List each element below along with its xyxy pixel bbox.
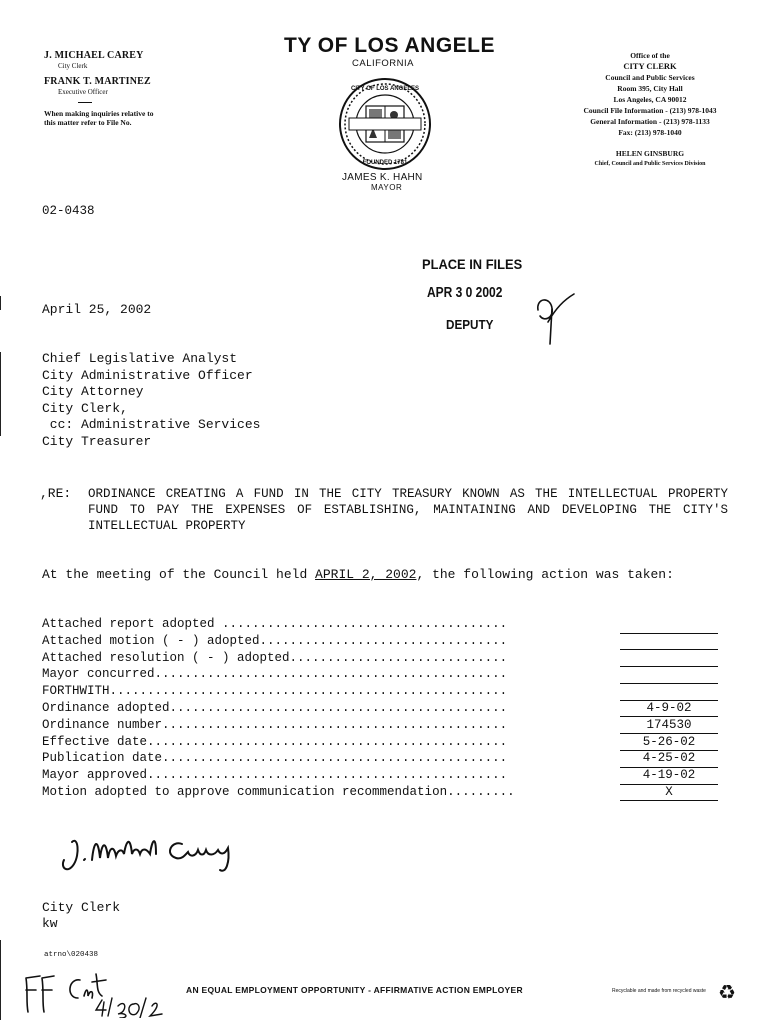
mayor-name: JAMES K. HAHN [342,172,423,183]
inquiry-note: When making inquiries relative to this matter refer to File No. [44,109,154,127]
recipient: Chief Legislative Analyst [42,351,238,366]
action-row [42,768,732,785]
clerk-title: City Clerk [58,62,88,70]
office-name: CITY CLERK [623,61,677,71]
letterhead-state: CALIFORNIA [352,58,415,69]
file-number: 02-0438 [42,204,95,218]
action-label: Publication date.............................................. [42,751,508,766]
action-label: FORTHWITH..................................................... [42,684,508,699]
clerk-handwritten-signature [58,820,258,885]
action-value [620,634,718,651]
action-label: Ordinance number.............................................. [42,717,508,732]
recycled-paper-note: Recyclable and made from recycled waste [612,988,706,994]
division-chief-name: HELEN GINSBURG [615,149,685,158]
meeting-date: APRIL 2, 2002 [315,567,417,582]
office-info-block [540,50,760,170]
deputy-initial-signature [530,288,580,353]
action-label: Mayor approved................................................ [42,768,508,783]
typist-initials: kw [42,916,58,931]
fax-number: Fax: (213) 978-1040 [618,128,682,137]
mayor-title: MAYOR [371,183,403,192]
recipient: City Administrative Officer [42,367,253,383]
action-row [42,718,732,735]
action-label: Attached resolution ( - ) adopted............................. [42,650,508,665]
city-seal-icon [333,76,437,177]
document-reference: atrno\020438 [44,951,99,959]
action-value [620,684,718,701]
seal-bottom-text: FOUNDED 1781 [362,160,408,166]
recipient-list [42,351,260,451]
signer-title: City Clerk [42,900,121,915]
margin-mark [0,352,1,436]
meeting-statement [42,567,732,584]
action-value: 174530 [620,718,718,735]
council-action-list [42,617,732,802]
action-value: 5-26-02 [620,735,718,752]
employer-statement: AN EQUAL EMPLOYMENT OPPORTUNITY - AFFIRMATIVE ACTION EMPLOYER [186,985,523,995]
action-row [42,751,732,768]
action-row [42,684,732,701]
seal-top-text: CITY OF LOS ANGELES [350,86,420,92]
office-address: Los Angeles, CA 90012 [613,95,687,104]
subject-label: ,RE: [40,486,72,501]
recycle-icon: ♻ [718,982,736,1004]
action-label: Effective date................................................ [42,734,508,749]
action-label: Attached report adopted ...................................... [42,617,508,631]
subject-text: ORDINANCE CREATING A FUND IN THE CITY TREASURY KNOWN AS THE INTELLECTUAL PROPERTY FUND TO PAY THE EXPENSES OF ESTABLISHING, MAINTAINING AND DEVELOPING THE CITY'S INTELLECTUAL PROPERTY [88,487,728,534]
recipient: cc: Administrative Services [42,417,261,433]
office-of-label: Office of the [630,51,670,60]
handwritten-filing-note [22,968,172,1023]
recipient: City Treasurer [42,433,152,449]
stamp-place-in-files: PLACE IN FILES [422,256,523,272]
clerk-name: J. MICHAEL CAREY [44,50,144,61]
division-chief-title: Chief, Council and Public Services Division [594,161,706,167]
executive-officer-title: Executive Officer [58,88,108,96]
recipient: City Attorney [42,384,144,400]
executive-officer-name: FRANK T. MARTINEZ [44,76,151,87]
letter-date: April 25, 2002 [42,302,152,317]
action-value: X [620,785,718,802]
general-info: General Information - (213) 978-1133 [590,117,710,126]
action-label: Mayor concurred............................................... [42,667,508,682]
action-row [42,651,732,668]
action-value [620,651,718,668]
meeting-prefix: At the meeting of the Council held [42,567,316,582]
action-row [42,735,732,752]
council-file-info: Council File Information - (213) 978-1043 [583,106,717,115]
meeting-suffix: , the following action was taken: [416,567,674,582]
clerk-info-block [44,50,214,127]
margin-mark [0,296,1,310]
divider [78,102,92,103]
stamp-date: APR 3 0 2002 [427,284,503,301]
action-row [42,701,732,718]
action-label: Motion adopted to approve communication recommendation......... [42,784,515,799]
office-division: Council and Public Services [605,73,695,82]
action-value [620,617,718,634]
action-value: 4-9-02 [620,701,718,718]
action-row [42,785,732,802]
recipient: City Clerk, [42,400,128,416]
office-room: Room 395, City Hall [617,84,683,93]
stamp-deputy: DEPUTY [446,317,494,332]
action-row [42,634,732,651]
margin-mark [0,940,1,1020]
action-label: Attached motion ( - ) adopted................................. [42,633,508,648]
action-label: Ordinance adopted............................................. [42,700,508,715]
action-value: 4-25-02 [620,751,718,768]
letterhead-title: TY OF LOS ANGELE [284,34,496,57]
action-value [620,667,718,684]
action-row [42,667,732,684]
action-value: 4-19-02 [620,768,718,785]
action-row [42,617,732,634]
